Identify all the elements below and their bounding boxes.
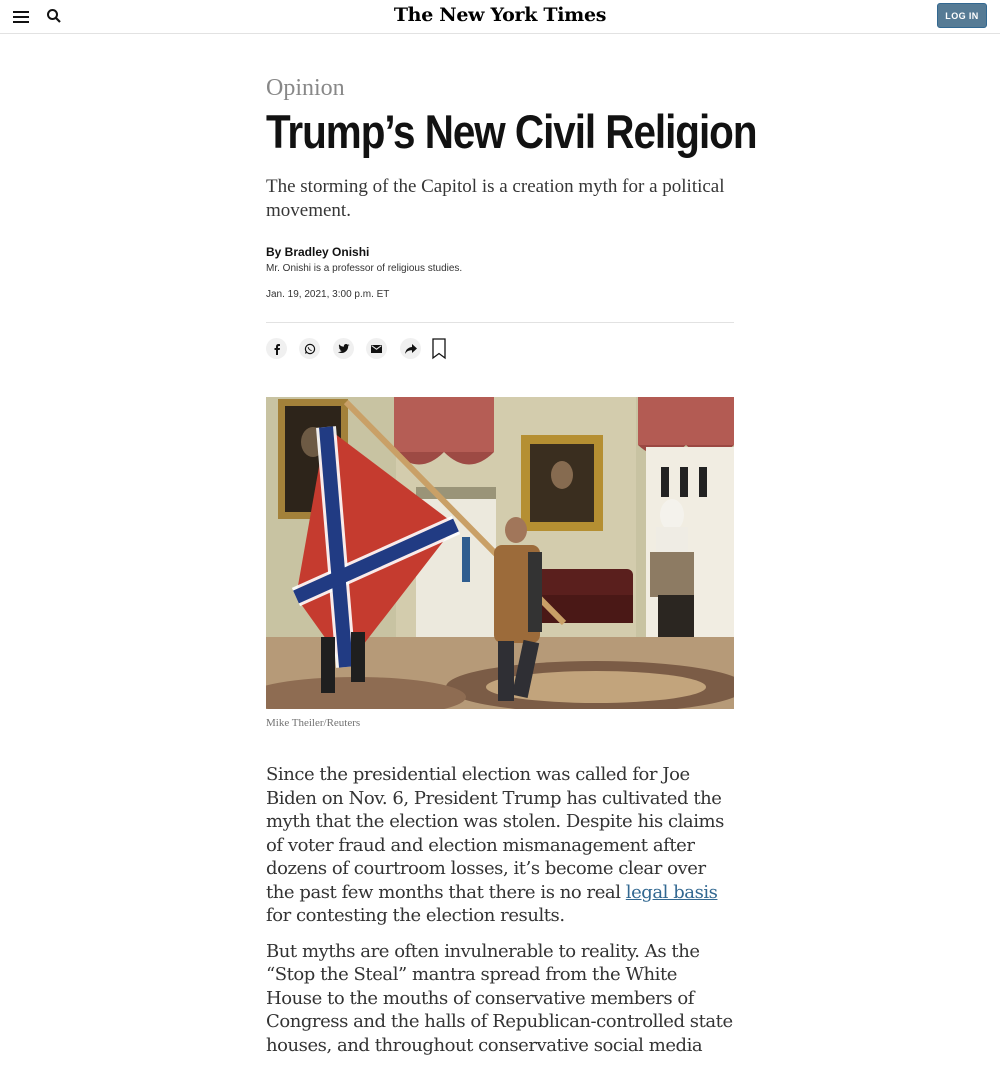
byline [266, 245, 462, 274]
section-label[interactable]: Opinion [266, 75, 345, 101]
capitol-photo-illustration [266, 397, 734, 709]
whatsapp-icon[interactable] [299, 338, 320, 359]
nyt-logo[interactable]: The New York Times [393, 4, 607, 26]
paragraph-1-text: Since the presidential election was called for Joe Biden on Nov. 6, President Trump has cultivated the myth that the election was stolen. Despite his claims of voter fraud and election mismanagement after dozens of courtroom losses, it’s become clear over the past few months that there is no real [266, 764, 724, 903]
legal-basis-link[interactable]: legal basis [625, 881, 718, 903]
article-photo [266, 397, 734, 709]
author-name[interactable]: By Bradley Onishi [266, 245, 370, 259]
facebook-icon[interactable] [266, 338, 287, 359]
author-bio: Mr. Onishi is a professor of religious studies. [266, 263, 463, 274]
share-icon[interactable] [400, 338, 421, 359]
photo-credit: Mike Theiler/Reuters [266, 717, 361, 729]
headline: Trump’s New Civil Religion [266, 105, 757, 158]
login-button[interactable]: LOG IN [937, 3, 987, 28]
article-body [266, 763, 734, 1069]
summary: The storming of the Capitol is a creation myth for a political movement. [266, 176, 725, 221]
publish-date: Jan. 19, 2021, 3:00 p.m. ET [266, 289, 390, 300]
email-icon[interactable] [366, 338, 387, 359]
top-bar [0, 0, 1000, 34]
paragraph-2: But myths are often invulnerable to reality. As the “Stop the Steal” mantra spread from the White House to the mouths of conservative members of Congress and the halls of Republican-controlled state houses, and throughout conservative social media [266, 940, 733, 1056]
paragraph-1-text-end: for contesting the election results. [266, 905, 565, 926]
divider [266, 322, 734, 323]
bookmark-icon[interactable] [432, 338, 446, 360]
paragraph-1 [266, 763, 734, 928]
twitter-icon[interactable] [333, 338, 354, 359]
